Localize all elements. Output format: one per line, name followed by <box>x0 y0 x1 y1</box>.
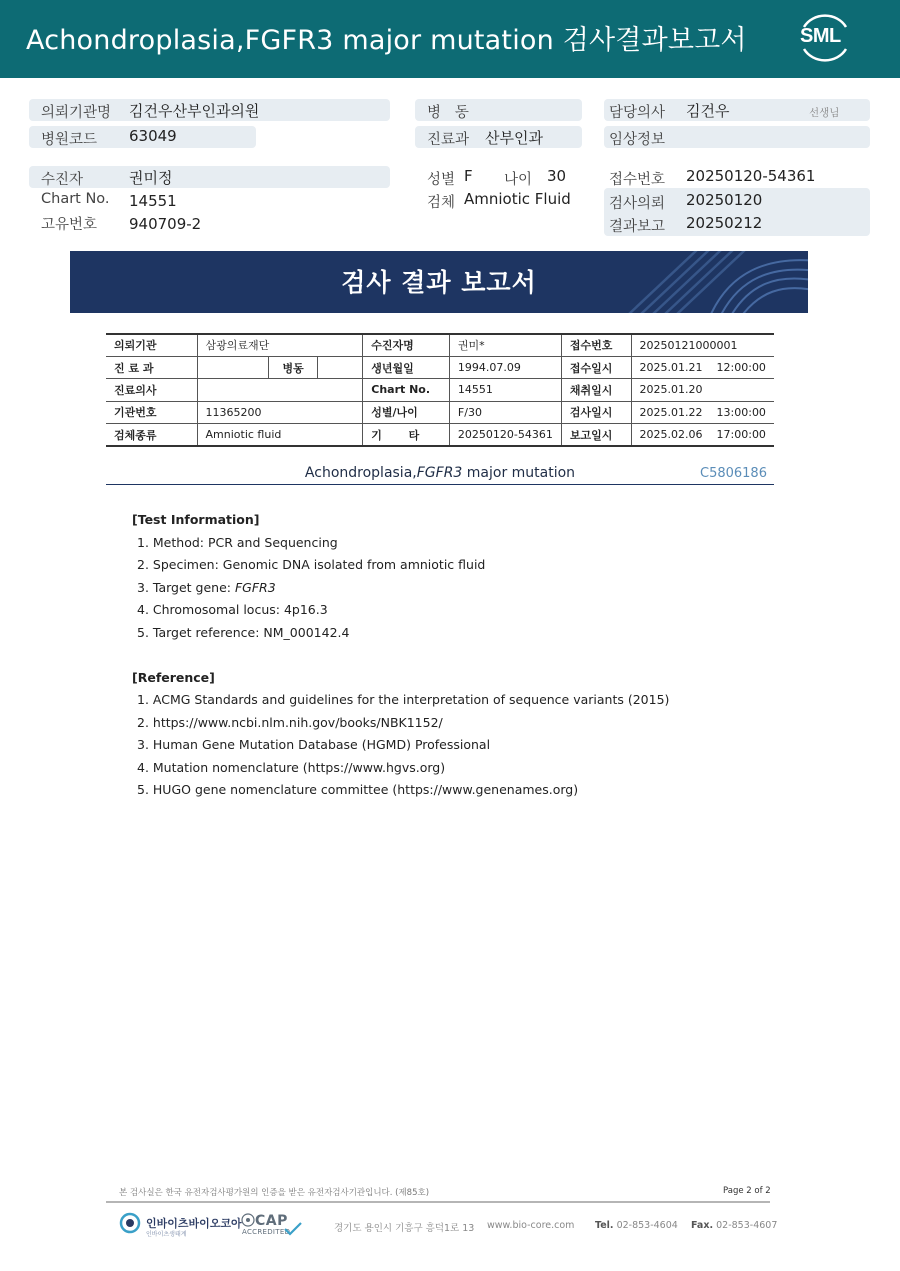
table-row <box>106 334 774 356</box>
table-value <box>631 356 774 378</box>
test-name <box>106 465 774 481</box>
list-item: 2. https://www.ncbi.nlm.nih.gov/books/NBK1152/ <box>137 715 443 730</box>
hospital-code-value: 63049 <box>129 127 177 145</box>
footer-address: 경기도 용인시 기흥구 흥덕1로 13 <box>334 1223 475 1234</box>
table-value: 11365200 <box>197 401 363 423</box>
list-item: 1. Method: PCR and Sequencing <box>137 535 338 550</box>
patient-value: 권미정 <box>129 169 173 187</box>
logo-text: SML <box>800 25 841 47</box>
department-value: 산부인과 <box>485 129 543 147</box>
table-value <box>631 401 774 423</box>
test-request-label: 검사의뢰 <box>609 196 666 212</box>
test-request-value: 20250120 <box>686 191 763 209</box>
receipt-no-value: 20250120-54361 <box>686 167 816 185</box>
banner-title: 검사 결과 보고서 <box>341 268 537 297</box>
table-value: 2025.01.20 <box>631 379 774 401</box>
unique-no-value: 940709-2 <box>129 215 202 233</box>
list-item: 3. Human Gene Mutation Database (HGMD) Professional <box>137 737 491 752</box>
list-item-label: 3. Target gene: <box>137 580 235 595</box>
lab-info-table <box>106 333 774 447</box>
list-item: 4. Mutation nomenclature (https://www.hgvs.org) <box>137 760 446 775</box>
table-label: 기 타 <box>363 424 450 446</box>
test-name-prefix: Achondroplasia, <box>304 465 417 481</box>
table-row <box>106 356 774 378</box>
test-code: C5806186 <box>700 466 767 481</box>
table-label: 진료의사 <box>106 379 197 401</box>
test-name-gene: FGFR3 <box>416 465 463 481</box>
test-name-suffix: major mutation <box>462 465 576 481</box>
table-value: F/30 <box>449 401 561 423</box>
table-value: Amniotic fluid <box>197 424 363 446</box>
hospital-code-label: 병원코드 <box>41 132 98 148</box>
table-value: 삼광의료재단 <box>197 334 363 356</box>
table-value <box>197 356 269 378</box>
footer-note: 본 검사실은 한국 유전자검사평가원의 인증을 받은 유전자검사기관입니다. (제85호) <box>119 1188 430 1198</box>
chart-no-label: Chart No. <box>41 191 110 207</box>
table-value: 20250120-54361 <box>449 424 561 446</box>
divider <box>106 484 774 485</box>
brand-name: 인바이츠바이오코아 <box>146 1217 242 1230</box>
fax-label: Fax. <box>691 1220 714 1231</box>
list-item: 5. Target reference: NM_000142.4 <box>137 625 350 640</box>
table-label: 보고일시 <box>561 424 631 446</box>
specimen-label: 검체 <box>427 195 456 211</box>
doctor-value: 김건우 <box>686 102 730 120</box>
report-title: Achondroplasia,FGFR3 major mutation 검사결과보고서 <box>26 25 747 56</box>
table-label: 병동 <box>269 356 318 378</box>
table-row <box>106 379 774 401</box>
tel-label: Tel. <box>595 1220 614 1231</box>
cap-seal-icon <box>241 1213 255 1227</box>
fax-value: 02-853-4607 <box>716 1220 778 1231</box>
table-label: 진 료 과 <box>106 356 197 378</box>
table-value: 권미* <box>449 334 561 356</box>
sex-value: F <box>464 167 473 185</box>
divider <box>106 1201 770 1203</box>
table-value <box>631 424 774 446</box>
table-value <box>197 379 363 401</box>
doctor-label: 담당의사 <box>609 105 666 121</box>
department-label: 진료과 <box>427 132 470 148</box>
patient-box <box>29 166 390 188</box>
list-item <box>137 580 276 595</box>
table-label: 생년월일 <box>363 356 450 378</box>
table-label: 검사일시 <box>561 401 631 423</box>
brand-subtitle: 인바이츠생태계 <box>146 1231 187 1238</box>
report-banner <box>70 251 808 313</box>
list-item: 1. ACMG Standards and guidelines for the interpretation of sequence variants (2015) <box>137 692 670 707</box>
footer-fax <box>691 1220 777 1231</box>
specimen-value: Amniotic Fluid <box>464 190 571 208</box>
unique-no-label: 고유번호 <box>41 217 98 233</box>
page-number: Page 2 of 2 <box>723 1186 771 1196</box>
table-row <box>106 424 774 446</box>
footer-tel <box>595 1220 678 1231</box>
cap-accreditation-text: CAP <box>255 1213 288 1229</box>
checkmark-icon <box>284 1222 302 1236</box>
table-label: 의뢰기관 <box>106 334 197 356</box>
table-value: 20250121000001 <box>631 334 774 356</box>
time-value: 13:00:00 <box>716 405 766 419</box>
sml-logo <box>796 13 854 63</box>
list-item: 4. Chromosomal locus: 4p16.3 <box>137 602 328 617</box>
reference-heading: [Reference] <box>132 670 215 685</box>
table-label: Chart No. <box>363 379 450 401</box>
table-row <box>106 401 774 423</box>
table-label: 접수번호 <box>561 334 631 356</box>
requesting-institution-value: 김건우산부인과의원 <box>129 102 260 120</box>
doctor-suffix: 선생님 <box>809 107 840 119</box>
ward-label: 병 동 <box>427 105 469 121</box>
receipt-no-label: 접수번호 <box>609 172 666 188</box>
date-value: 2025.01.21 <box>639 361 703 375</box>
target-gene: FGFR3 <box>234 580 276 595</box>
date-value: 2025.01.22 <box>639 405 703 419</box>
table-label: 검체종류 <box>106 424 197 446</box>
cap-accreditation-sub: ACCREDITED <box>242 1228 291 1236</box>
time-value: 12:00:00 <box>716 361 766 375</box>
table-label: 채취일시 <box>561 379 631 401</box>
sex-label: 성별 <box>427 172 456 188</box>
biocore-logo-icon <box>119 1212 141 1234</box>
chart-no-value: 14551 <box>129 192 177 210</box>
table-value: 14551 <box>449 379 561 401</box>
result-report-value: 20250212 <box>686 214 763 232</box>
age-label: 나이 <box>504 172 533 188</box>
requesting-institution-label: 의뢰기관명 <box>41 105 112 121</box>
table-label: 접수일시 <box>561 356 631 378</box>
footer-website: www.bio-core.com <box>487 1220 575 1231</box>
table-value <box>317 356 362 378</box>
clinical-info-label: 임상정보 <box>609 132 666 148</box>
time-value: 17:00:00 <box>716 428 766 441</box>
test-information-heading: [Test Information] <box>132 512 260 527</box>
date-value: 2025.02.06 <box>639 428 703 441</box>
table-label: 기관번호 <box>106 401 197 423</box>
table-value: 1994.07.09 <box>449 356 561 378</box>
tel-value: 02-853-4604 <box>616 1220 678 1231</box>
report-header <box>0 0 900 78</box>
result-report-label: 결과보고 <box>609 219 666 235</box>
table-label: 성별/나이 <box>363 401 450 423</box>
table-label: 수진자명 <box>363 334 450 356</box>
patient-label: 수진자 <box>41 172 84 188</box>
list-item: 2. Specimen: Genomic DNA isolated from amniotic fluid <box>137 557 486 572</box>
list-item: 5. HUGO gene nomenclature committee (https://www.genenames.org) <box>137 782 579 797</box>
age-value: 30 <box>547 167 567 185</box>
